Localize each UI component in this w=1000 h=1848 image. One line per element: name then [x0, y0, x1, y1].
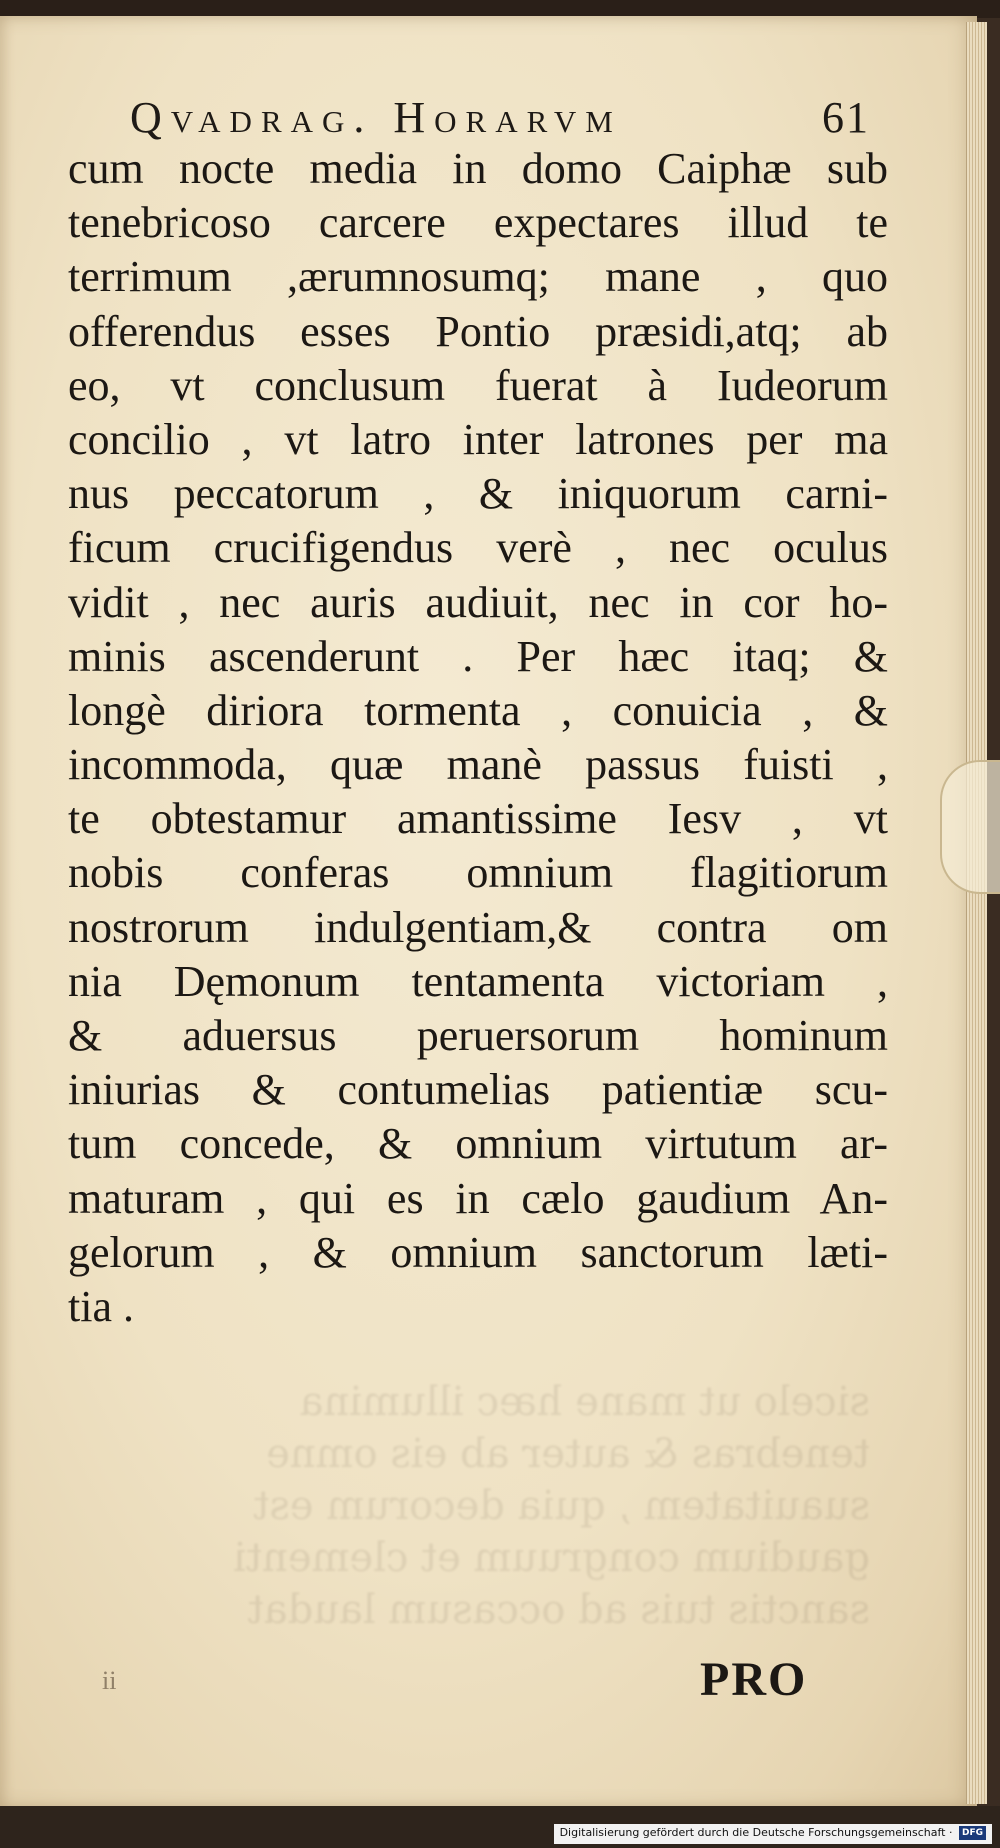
text-line: nostrorum indulgentiam,& contra om [68, 902, 888, 952]
text-line: nia Dęmonum tentamenta victoriam , [68, 956, 888, 1006]
text-line: cum nocte media in domo Caiphæ sub [68, 144, 888, 193]
text-line: te obtestamur amantissime Iesv , vt [68, 794, 888, 844]
text-line: nobis conferas omnium flagitiorum [68, 848, 888, 898]
thumb-tab [940, 760, 1000, 894]
text-line: vidit , nec auris audiuit, nec in cor ho- [68, 577, 888, 627]
text-line: eo, vt conclusum fuerat à Iudeorum [68, 360, 888, 410]
dfg-logo-icon: DFG [959, 1826, 986, 1840]
text-line: nus peccatorum , & iniquorum carni- [68, 469, 888, 519]
credit-text: Digitalisierung gefördert durch die Deutsche Forschungsgemeinschaft · [559, 1826, 953, 1839]
page-edges [966, 22, 987, 1804]
page-number: 61 [822, 93, 870, 142]
signature-mark: ii [102, 1666, 117, 1695]
text-line: minis ascenderunt . Per hæc itaq; & [68, 631, 888, 681]
text-line: ficum crucifigendus verè , nec oculus [68, 523, 888, 573]
text-line: tum concede, & omnium virtutum ar- [68, 1119, 888, 1169]
text-line: tenebricoso carcere expectares illud te [68, 198, 888, 248]
book-page [0, 16, 977, 1808]
text-line: iniurias & contumelias patientiæ scu- [68, 1065, 888, 1115]
text-line: incommoda, quæ manè passus fuisti , [68, 740, 888, 790]
catchword: PRO [700, 1653, 808, 1706]
bottom-bar [0, 1806, 1000, 1848]
text-line: terrimum ,ærumnosumq; mane , quo [68, 252, 888, 302]
bleed-through-text: sicelo ut mane hæc illumina tenebras & auter ab eis omne suauitatem , quia decorum est gaudium congruum et clementi sanctis tuis ad occasum laudat [233, 1379, 870, 1633]
body-text [68, 142, 888, 1334]
text-line: gelorum , & omnium sanctorum læti- [68, 1227, 888, 1277]
text-line: maturam , qui es in cælo gaudium An- [68, 1173, 888, 1223]
text-line: offerendus esses Pontio præsidi,atq; ab [68, 306, 888, 356]
text-line: concilio , vt latro inter latrones per ma [68, 414, 888, 464]
text-line: longè diriora tormenta , conuicia , & [68, 685, 888, 735]
digitization-credit [554, 1824, 992, 1844]
running-title: Qvadrag. Horarvm [130, 93, 622, 142]
text-line: & aduersus peruersorum hominum [68, 1011, 888, 1060]
text-line-last: tia . [68, 1281, 134, 1331]
